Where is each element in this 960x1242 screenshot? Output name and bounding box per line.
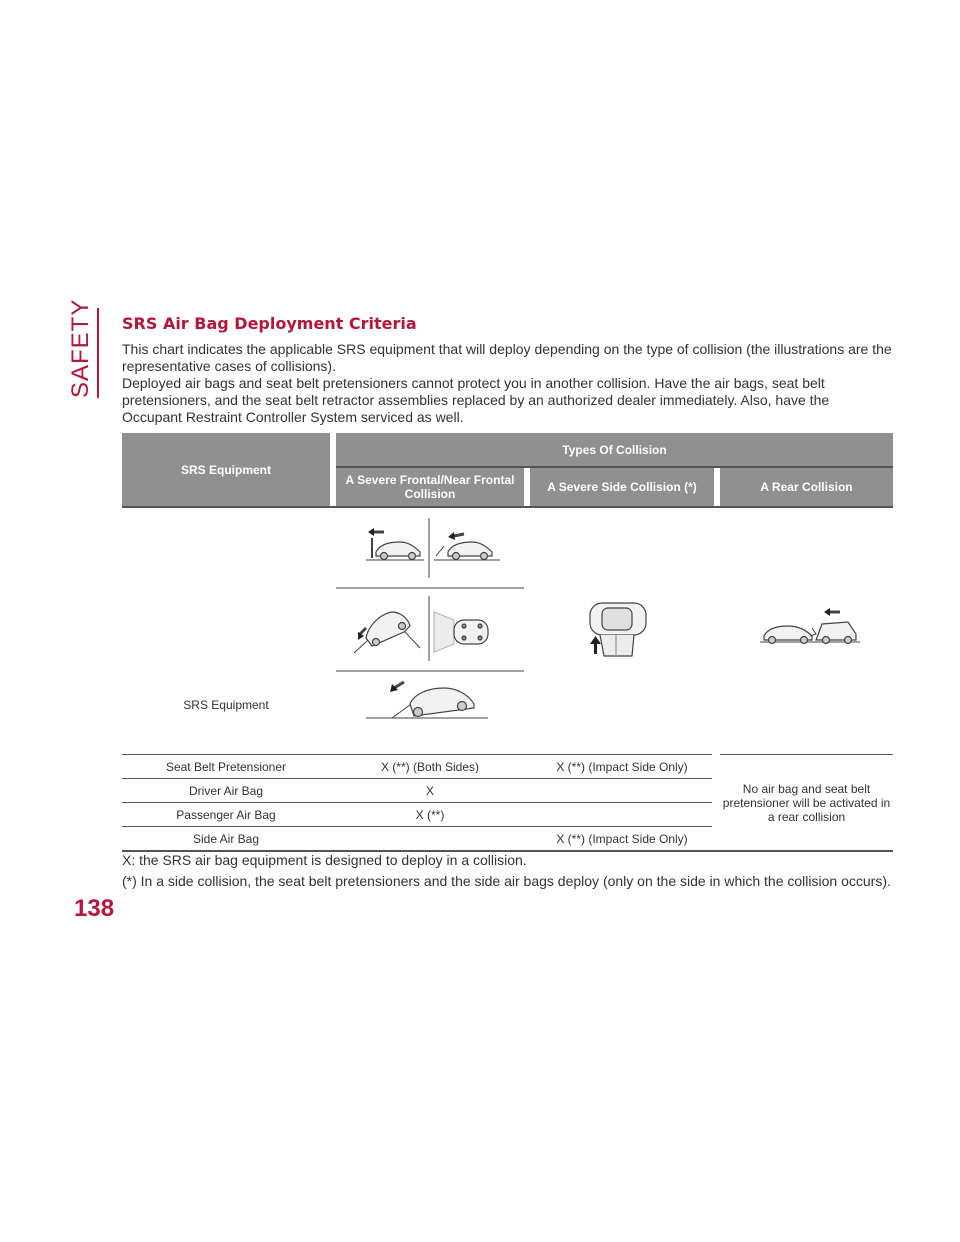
rear-collision-icon [760, 608, 860, 644]
row-frontal-value: X (**) [415, 808, 445, 822]
side-collision-icon [590, 603, 646, 656]
illustration-row-label: SRS Equipment [183, 698, 269, 712]
table-row [122, 778, 712, 802]
row-side-value: X (**) (Impact Side Only) [556, 832, 688, 846]
table-row [122, 826, 712, 850]
frontal-collision-icon [366, 528, 424, 560]
pole-collision-icon [434, 612, 488, 652]
illustration-row [122, 508, 893, 754]
deployment-criteria-table [122, 433, 893, 846]
footnote: (*) In a side collision, the seat belt pretensioners and the side air bags deploy (only on the side in which the collision occurs). [122, 873, 891, 889]
intro-paragraph-2: Deployed air bags and seat belt pretensioners cannot protect you in another collision. Have the air bags, seat belt pretensioners, and the seat belt retractor assemblies replaced by an authorized dealer immediately. Also, have the Occupant Restraint Controller System serviced as well. [122, 375, 830, 425]
row-equipment: Passenger Air Bag [176, 808, 276, 822]
ramp-collision-icon [366, 682, 488, 718]
table-row [122, 754, 712, 778]
row-frontal-value: X (**) (Both Sides) [380, 760, 480, 774]
row-frontal-value: X [425, 784, 434, 798]
section-label: SAFETY [67, 298, 94, 398]
row-side-value: X (**) (Impact Side Only) [556, 760, 688, 774]
row-equipment: Seat Belt Pretensioner [165, 760, 287, 774]
section-tab-rule [97, 308, 99, 398]
rear-collision-note: No air bag and seat belt pretensioner will be activated in a rear collision [720, 754, 893, 851]
row-equipment: Side Air Bag [192, 832, 260, 846]
barrier-collision-icon [354, 612, 420, 653]
page-title: SRS Air Bag Deployment Criteria [122, 314, 417, 333]
oblique-collision-icon [434, 532, 500, 560]
header-frontal-collision: A Severe Frontal/Near Frontal Collision [336, 468, 524, 506]
legend-note: X: the SRS air bag equipment is designed to deploy in a collision. [122, 852, 527, 868]
section-tab [66, 298, 98, 398]
intro-paragraph-1: This chart indicates the applicable SRS equipment that will deploy depending on the type of collision (the illustrations are the representative cases of collisions). [122, 341, 892, 374]
collision-illustrations [122, 508, 893, 754]
header-types-of-collision: Types Of Collision [336, 433, 893, 466]
row-equipment: Driver Air Bag [188, 784, 264, 798]
header-side-collision: A Severe Side Collision (*) [530, 468, 714, 506]
table-row [122, 802, 712, 826]
header-rear-collision: A Rear Collision [720, 468, 893, 506]
table-header [122, 433, 893, 508]
header-srs-equipment: SRS Equipment [122, 433, 330, 506]
page-number: 138 [74, 895, 115, 922]
